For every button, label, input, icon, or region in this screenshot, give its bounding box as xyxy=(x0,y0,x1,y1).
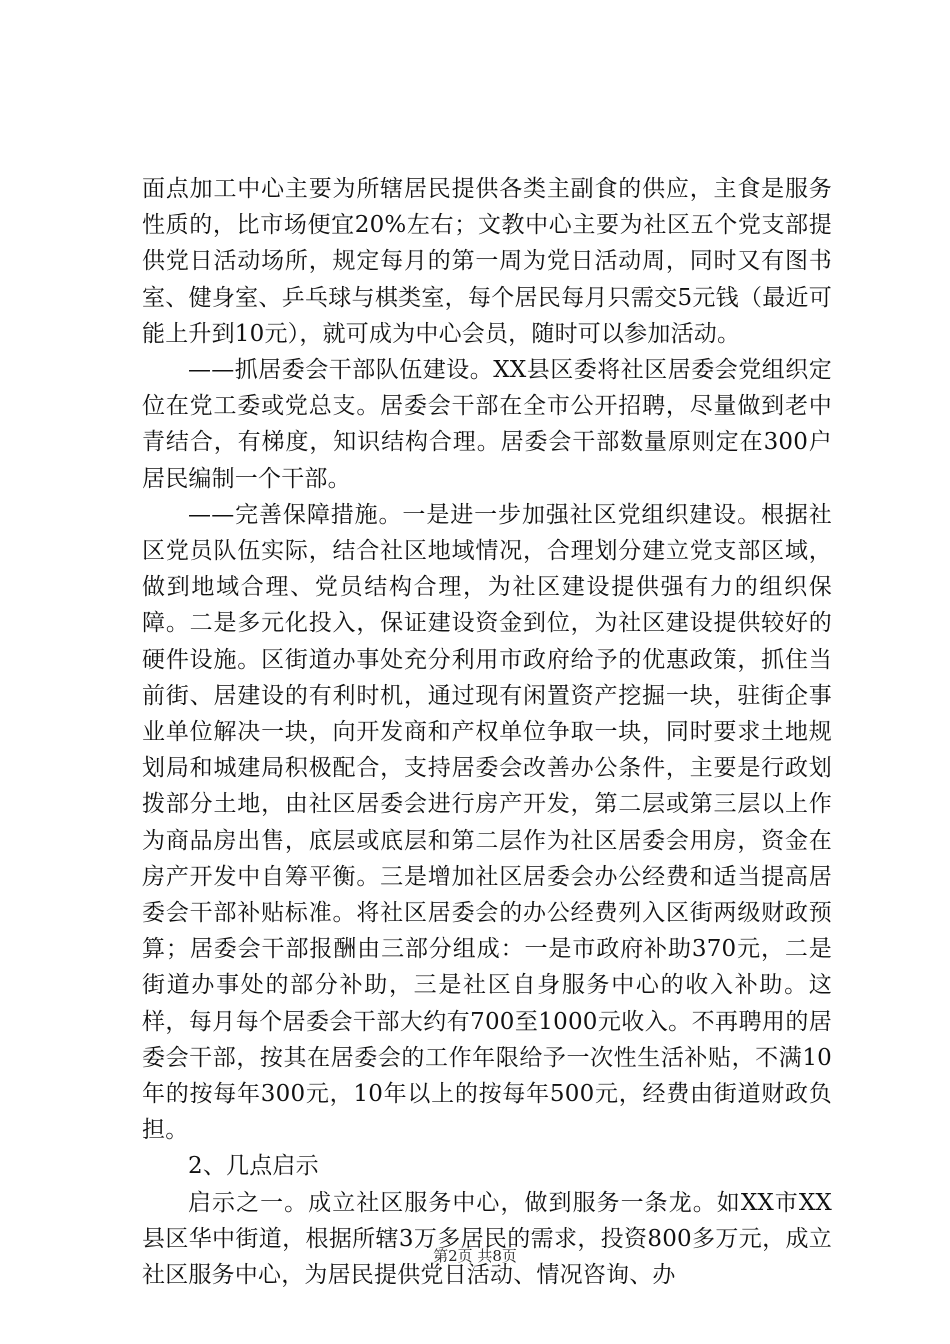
paragraph-safeguard-measures: ——完善保障措施。一是进一步加强社区党组织建设。根据社区党员队伍实际，结合社区地域情况，合理划分建立党支部区域，做到地域合理、党员结构合理，为社区建设提供强有力的组织保障。二是多元化投入，保证建设资金到位，为社区建设提供较好的硬件设施。区街道办事处充分利用市政府给予的优惠政策，抓住当前街、居建设的有利时机，通过现有闲置资产挖掘一块，驻街企事业单位解决一块，向开发商和产权单位争取一块，同时要求土地规划局和城建局积极配合，支持居委会改善办公条件，主要是行政划拨部分土地，由社区居委会进行房产开发，第二层或第三层以上作为商品房出售，底层或底层和第二层作为社区居委会用房，资金在房产开发中自筹平衡。三是增加社区居委会办公经费和适当提高居委会干部补贴标准。将社区居委会的办公经费列入区街两级财政预算；居委会干部报酬由三部分组成：一是市政府补助370元，二是街道办事处的部分补助，三是社区自身服务中心的收入补助。这样，每月每个居委会干部大约有700至1000元收入。不再聘用的居委会干部，按其在居委会的工作年限给予一次性生活补贴，不满10年的按每年300元，10年以上的按每年500元，经费由街道财政负担。 xyxy=(142,501,832,1144)
section-heading-insights: 2、几点启示 xyxy=(188,1153,319,1180)
paragraph-service-centers: 面点加工中心主要为所辖居民提供各类主副食的供应，主食是服务性质的，比市场便宜20%左右；文教中心主要为社区五个党支部提供党日活动场所，规定每月的第一周为党日活动周，同时又有图书室、健身室、乒乓球与棋类室，每个居民每月只需交5元钱（最近可能上升到10元），就可成为中心会员，随时可以参加活动。 xyxy=(142,176,832,347)
document-body xyxy=(142,171,832,1293)
paragraph-cadre-team: ——抓居委会干部队伍建设。XX县区委将社区居委会党组织定位在党工委或党总支。居委会干部在全市公开招聘，尽量做到老中青结合，有梯度，知识结构合理。居委会干部数量原则定在300户居民编制一个干部。 xyxy=(142,357,832,492)
paragraph-insight-one: 启示之一。成立社区服务中心，做到服务一条龙。如XX市XX县区华中街道，根据所辖3万多居民的需求，投资800多万元，成立社区服务中心，为居民提供党日活动、情况咨询、办 xyxy=(142,1189,832,1289)
page-footer: 第2页 共8页 xyxy=(433,1247,517,1265)
